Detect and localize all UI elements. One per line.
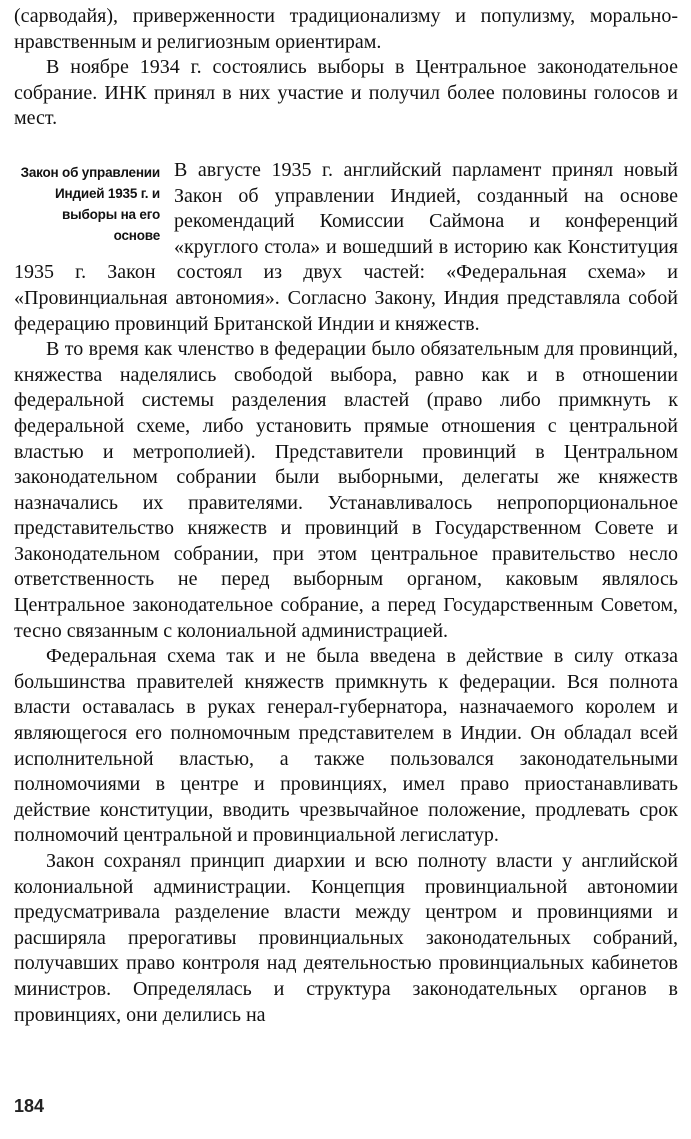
paragraph-1: (сарводайя), приверженности традиционализму и популизму, морально-нравственным и религиозным ориентирам. — [14, 5, 678, 53]
paragraph-6: Закон сохранял принцип диархии и всю полноту власти у английской колониальной администрации. Концепция провинциальной автономии предусматривала разделение власти между центром и провинциями и расширяла прерогативы провинциальных законодательных собраний, получавших право контроля над деятельностью провинциальных кабинетов министров. Определялась и структура законодательных органов в провинциях, они делились на — [14, 850, 678, 1026]
paragraph-4: В то время как членство в федерации было обязательным для провинций, княжества наделялись свободой выбора, равно как и в отношении федеральной системы разделения властей (право либо примкнуть к федеральной схеме, либо установить прямые отношения с центральной властью и метрополией). Представители провинций в Центральном законодательном собрании были выборными, делегаты же княжеств назначались их правителями. Устанавливалось непропорциональное представительство княжеств и провинций в Государственном Совете и Законодательном собрании, при этом центральное правительство несло ответственность не перед выборным органом, каковым являлось Центральное законодательное собрание, а перед Государственным Советом, тесно связанным с колониальной администрацией. — [14, 338, 678, 642]
page-number: 184 — [14, 1096, 45, 1116]
paragraph-5: Федеральная схема так и не была введена в действие в силу отказа большинства правителей княжеств примкнуть к федерации. Вся полнота власти оставалась в руках генерал-губернатора, назначаемого королем и являющегося его полномочным представителем в Индии. Он обладал всей исполнительной властью, а также пользовался законодательными полномочиями в центре и провинциях, имел право приостанавливать действие конституции, вводить чрезвычайное положение, продлевать срок полномочий центральной и провинциальной легислатур. — [14, 645, 678, 847]
section-gap — [14, 132, 678, 158]
page-body — [14, 4, 678, 1028]
paragraph-2: В ноябре 1934 г. состоялись выборы в Центральное законодательное собрание. ИНК принял в них участие и получил более половины голосов и мест. — [14, 56, 678, 130]
margin-note: Закон об управлении Индией 1935 г. и выборы на его основе — [20, 164, 160, 243]
paragraph-3: В августе 1935 г. английский парламент принял новый Закон об управлении Индией, созданный на основе рекомендаций Комиссии Саймона и конференций «круглого стола» и вошедший в историю как Конституция 1935 г. Закон состоял из двух частей: «Федеральная схема» и «Провинциальная автономия». Согласно Закону, Индия представляла собой федерацию провинций Британской Индии и княжеств. — [14, 158, 678, 335]
